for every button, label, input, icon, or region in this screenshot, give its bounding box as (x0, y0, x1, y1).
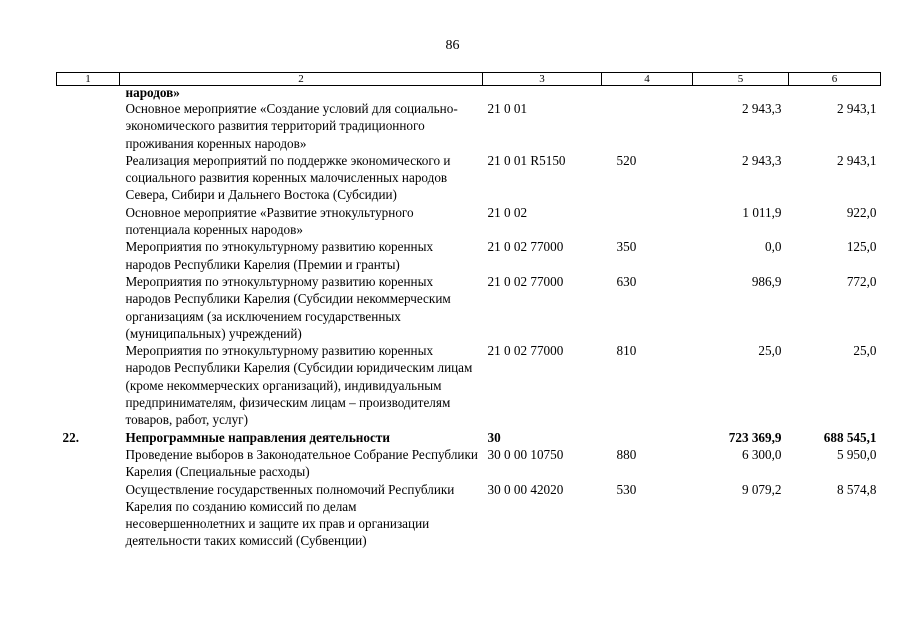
row-expense-type (602, 86, 693, 101)
row-amount-year-2: 772,0 (846, 273, 877, 289)
row-amount-year-1: 9 079,2 (741, 481, 782, 497)
row-expense-type: 810 (616, 343, 637, 359)
row-name: Основное мероприятие «Создание условий для социально-экономического развития территорий традиционного проживания коренных народов» (125, 101, 458, 151)
row-expense-type: 630 (616, 273, 637, 289)
row-amount-year-1: 0,0 (765, 239, 782, 255)
row-expense-type (602, 429, 693, 446)
column-header-3: 3 (483, 73, 602, 86)
row-name: народов» (125, 85, 180, 100)
row-amount-year-2: 922,0 (846, 204, 877, 220)
row-number (57, 273, 120, 342)
row-code: 30 0 00 10750 (487, 446, 564, 462)
row-code: 30 0 00 42020 (487, 481, 564, 497)
row-number (57, 342, 120, 428)
row-code: 30 (487, 429, 501, 445)
row-code (483, 86, 602, 101)
table-row (57, 429, 881, 446)
row-name: Мероприятия по этнокультурному развитию коренных народов Республики Карелия (Премии и гранты) (125, 239, 434, 272)
row-name: Мероприятия по этнокультурному развитию коренных народов Республики Карелия (Субсидии некоммерческим организациям (за исключением государственных (муниципальных) учреждений) (125, 273, 451, 341)
column-header-1: 1 (57, 73, 120, 86)
row-name: Проведение выборов в Законодательное Собрание Республики Карелия (Специальные расходы) (125, 446, 478, 480)
row-amount-year-1: 25,0 (758, 343, 782, 359)
row-name: Непрограммные направления деятельности (125, 429, 390, 445)
row-amount-year-1: 1 011,9 (742, 204, 782, 220)
table-row (57, 100, 881, 152)
row-expense-type: 530 (616, 481, 637, 497)
row-code: 21 0 01 R5150 (487, 152, 566, 168)
row-amount-year-1: 6 300,0 (741, 446, 782, 462)
column-header-6: 6 (789, 73, 881, 86)
column-header-2: 2 (120, 73, 483, 86)
page-number: 86 (445, 38, 460, 53)
row-amount-year-2: 2 943,1 (836, 152, 877, 168)
row-name: Основное мероприятие «Развитие этнокультурного потенциала коренных народов» (125, 204, 414, 238)
row-name: Мероприятия по этнокультурному развитию коренных народов Республики Карелия (Субсидии юридическим лицам (кроме некоммерческих организаций), индивидуальным предпринимателям, физическим лицам – производителям товаров, работ, услуг) (125, 343, 473, 428)
row-number (57, 481, 120, 550)
row-amount-year-2: 25,0 (853, 343, 877, 359)
row-code: 21 0 02 77000 (487, 239, 564, 255)
row-code: 21 0 02 (487, 204, 528, 220)
table-row (57, 238, 881, 273)
column-header-5: 5 (693, 73, 789, 86)
row-amount-year-2: 125,0 (846, 239, 877, 255)
table-row (57, 86, 881, 101)
row-amount-year-2 (789, 86, 881, 101)
row-expense-type (602, 204, 693, 239)
row-expense-type: 350 (616, 239, 637, 255)
row-amount-year-1: 723 369,9 (728, 429, 782, 445)
table-row (57, 152, 881, 204)
column-header-row (57, 73, 881, 86)
row-code: 21 0 02 77000 (487, 273, 564, 289)
row-number: 22. (62, 429, 79, 445)
row-amount-year-1: 2 943,3 (741, 152, 782, 168)
row-amount-year-2: 688 545,1 (823, 429, 877, 445)
table-row (57, 204, 881, 239)
table-row (57, 481, 881, 550)
row-amount-year-2: 8 574,8 (836, 481, 877, 497)
table-row (57, 446, 881, 481)
row-expense-type (602, 100, 693, 152)
row-amount-year-2: 5 950,0 (836, 446, 877, 462)
row-number (57, 86, 120, 101)
row-number (57, 100, 120, 152)
row-amount-year-1 (693, 86, 789, 101)
row-code: 21 0 02 77000 (487, 343, 564, 359)
column-header-4: 4 (602, 73, 693, 86)
row-amount-year-1: 2 943,3 (741, 101, 782, 116)
table-row (57, 342, 881, 428)
row-number (57, 204, 120, 239)
table-row (57, 273, 881, 342)
row-expense-type: 880 (616, 446, 637, 462)
row-number (57, 152, 120, 204)
row-number (57, 446, 120, 481)
row-number (57, 238, 120, 273)
row-name: Реализация мероприятий по поддержке экономического и социального развития коренных малочисленных народов Севера, Сибири и Дальнего Востока (Субсидии) (125, 152, 451, 203)
budget-table (56, 72, 881, 550)
row-name: Осуществление государственных полномочий Республики Карелия по созданию комиссий по делам несовершеннолетних и защите их прав и организации деятельности таких комиссий (Субвенции) (125, 481, 455, 549)
row-expense-type: 520 (616, 152, 637, 168)
row-amount-year-2: 2 943,1 (836, 101, 877, 116)
row-amount-year-1: 986,9 (751, 273, 782, 289)
row-code: 21 0 01 (487, 101, 528, 116)
table-body (57, 86, 881, 550)
